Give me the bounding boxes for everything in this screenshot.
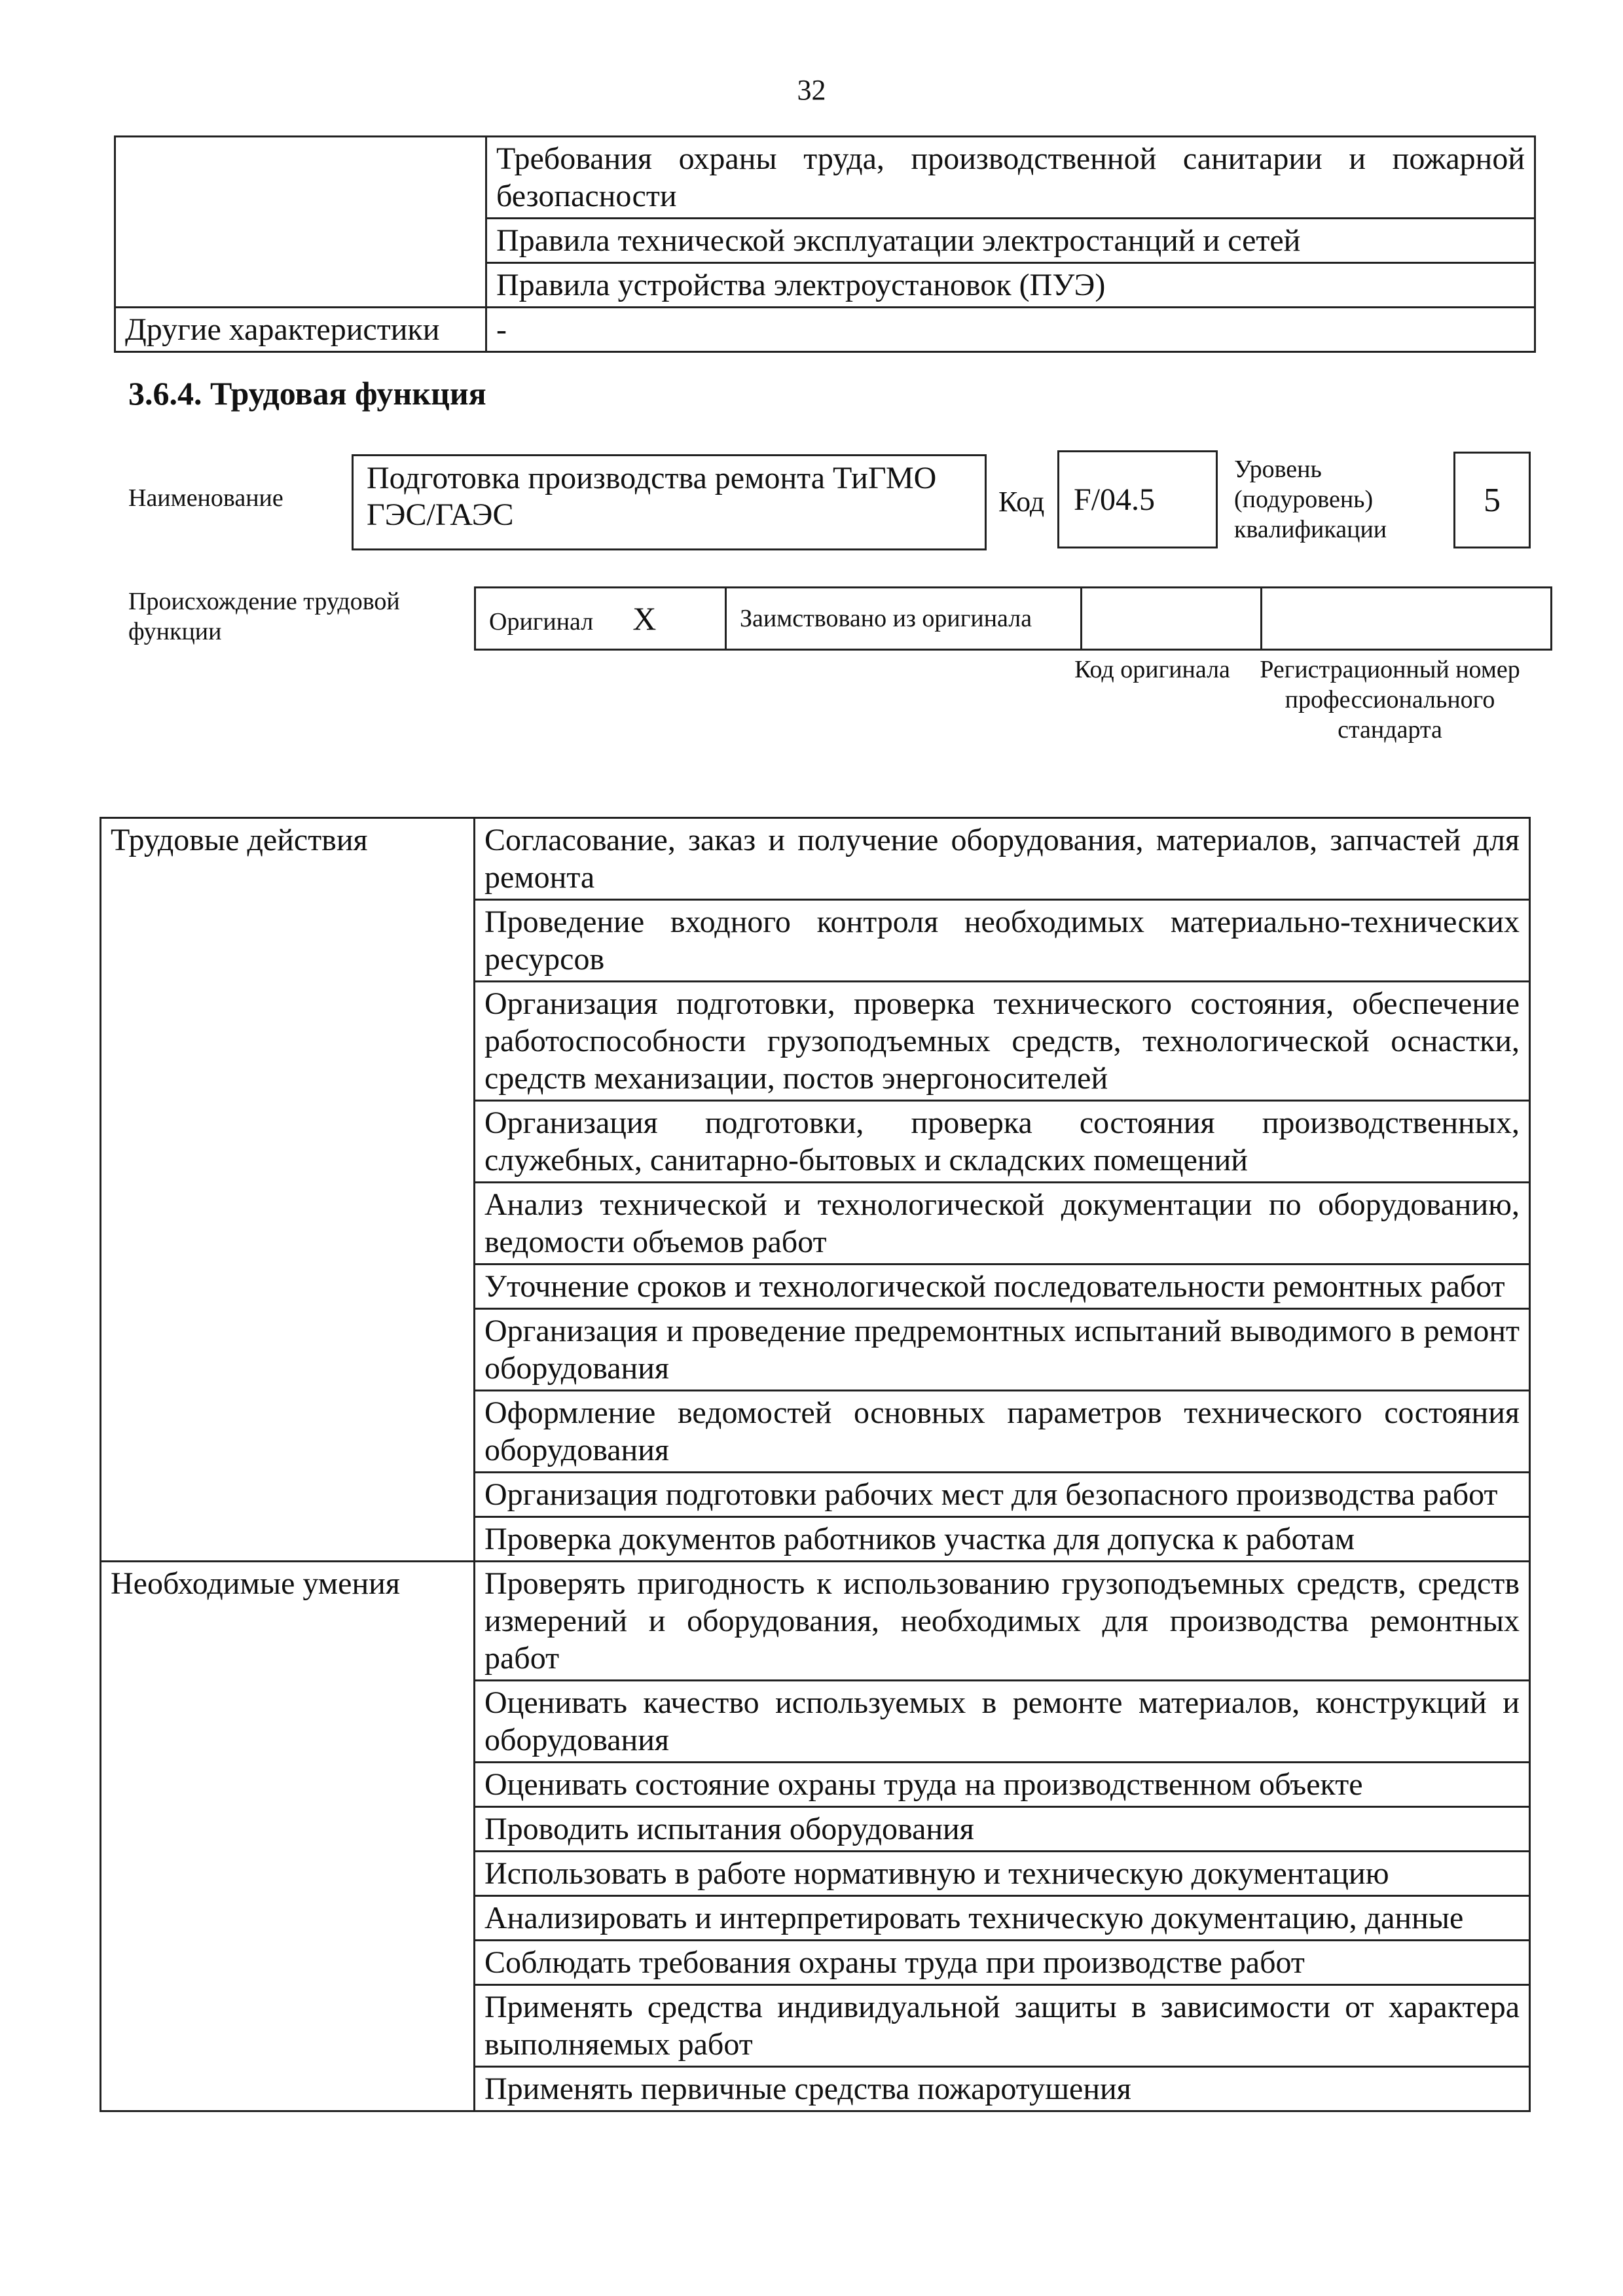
- labor-action-item: Проверка документов работников участка для допуска к работам: [475, 1517, 1530, 1562]
- other-characteristics-value: -: [486, 308, 1535, 352]
- labor-action-item: Организация подготовки, проверка технического состояния, обеспечение работоспособности грузоподъемных средств, технологической оснастки, средств механизации, постов энергоносителей: [475, 982, 1530, 1101]
- skill-item: Оценивать состояние охраны труда на производственном объекте: [475, 1763, 1530, 1807]
- borrowed-cell: Заимствовано из оригинала: [726, 588, 1082, 650]
- code-original-caption: Код оригинала: [1074, 656, 1230, 683]
- function-name-box: Подготовка производства ремонта ТиГМО ГЭС/ГАЭС: [352, 454, 987, 550]
- function-code-box: F/04.5: [1057, 450, 1218, 548]
- labor-action-item: Оформление ведомостей основных параметров технического состояния оборудования: [475, 1391, 1530, 1473]
- labor-action-item: Проведение входного контроля необходимых материально-технических ресурсов: [475, 900, 1530, 982]
- skill-item: Применять первичные средства пожаротушения: [475, 2067, 1530, 2111]
- reg-number-caption: Регистрационный номер профессионального стандарта: [1260, 656, 1520, 744]
- code-original-cell: [1082, 588, 1262, 650]
- skill-item: Проводить испытания оборудования: [475, 1807, 1530, 1852]
- labor-action-item: Организация и проведение предремонтных испытаний выводимого в ремонт оборудования: [475, 1309, 1530, 1391]
- skill-item: Применять средства индивидуальной защиты в зависимости от характера выполняемых работ: [475, 1985, 1530, 2067]
- qualification-level-label: Уровень (подуровень) квалификации: [1234, 456, 1387, 543]
- skill-item: Соблюдать требования охраны труда при производстве работ: [475, 1941, 1530, 1985]
- original-mark: X: [632, 600, 657, 637]
- table-row: [475, 588, 1552, 650]
- original-label: Оригинал: [489, 608, 594, 636]
- skill-item: Анализировать и интерпретировать техническую документацию, данные: [475, 1896, 1530, 1941]
- labor-actions-label: Трудовые действия: [101, 818, 475, 1562]
- page-number: 32: [797, 74, 826, 106]
- other-characteristics-label: Другие характеристики: [115, 308, 486, 352]
- table-cell-empty: [115, 137, 486, 308]
- qualification-level-box: 5: [1453, 452, 1531, 548]
- labor-action-item: Уточнение сроков и технологической последовательности ремонтных работ: [475, 1265, 1530, 1309]
- labor-action-item: Согласование, заказ и получение оборудования, материалов, запчастей для ремонта: [475, 818, 1530, 900]
- origin-label: Происхождение трудовой функции: [128, 588, 400, 645]
- labor-action-item: Организация подготовки рабочих мест для безопасного производства работ: [475, 1473, 1530, 1517]
- code-label: Код: [998, 486, 1045, 518]
- name-label: Наименование: [128, 484, 283, 512]
- table-cell: Правила устройства электроустановок (ПУЭ): [486, 263, 1535, 308]
- skills-label: Необходимые умения: [101, 1562, 475, 2111]
- table-row: [115, 137, 1535, 219]
- labor-action-item: Организация подготовки, проверка состояния производственных, служебных, санитарно-бытовых и складских помещений: [475, 1101, 1530, 1183]
- table-row: [101, 818, 1530, 900]
- table-row: [101, 1562, 1530, 1681]
- skill-item: Оценивать качество используемых в ремонте материалов, конструкций и оборудования: [475, 1681, 1530, 1763]
- labor-function-table: [100, 817, 1531, 2112]
- table-cell: Правила технической эксплуатации электростанций и сетей: [486, 219, 1535, 263]
- reg-number-cell: [1262, 588, 1552, 650]
- table-row: [115, 308, 1535, 352]
- section-title: 3.6.4. Трудовая функция: [128, 375, 486, 412]
- skill-item: Проверять пригодность к использованию грузоподъемных средств, средств измерений и оборудования, необходимых для производства ремонтных работ: [475, 1562, 1530, 1681]
- labor-action-item: Анализ технической и технологической документации по оборудованию, ведомости объемов работ: [475, 1183, 1530, 1265]
- requirements-table: [114, 135, 1536, 353]
- original-cell: [475, 588, 726, 650]
- skill-item: Использовать в работе нормативную и техническую документацию: [475, 1852, 1530, 1896]
- origin-table: [474, 586, 1552, 651]
- table-cell: Требования охраны труда, производственной санитарии и пожарной безопасности: [486, 137, 1535, 219]
